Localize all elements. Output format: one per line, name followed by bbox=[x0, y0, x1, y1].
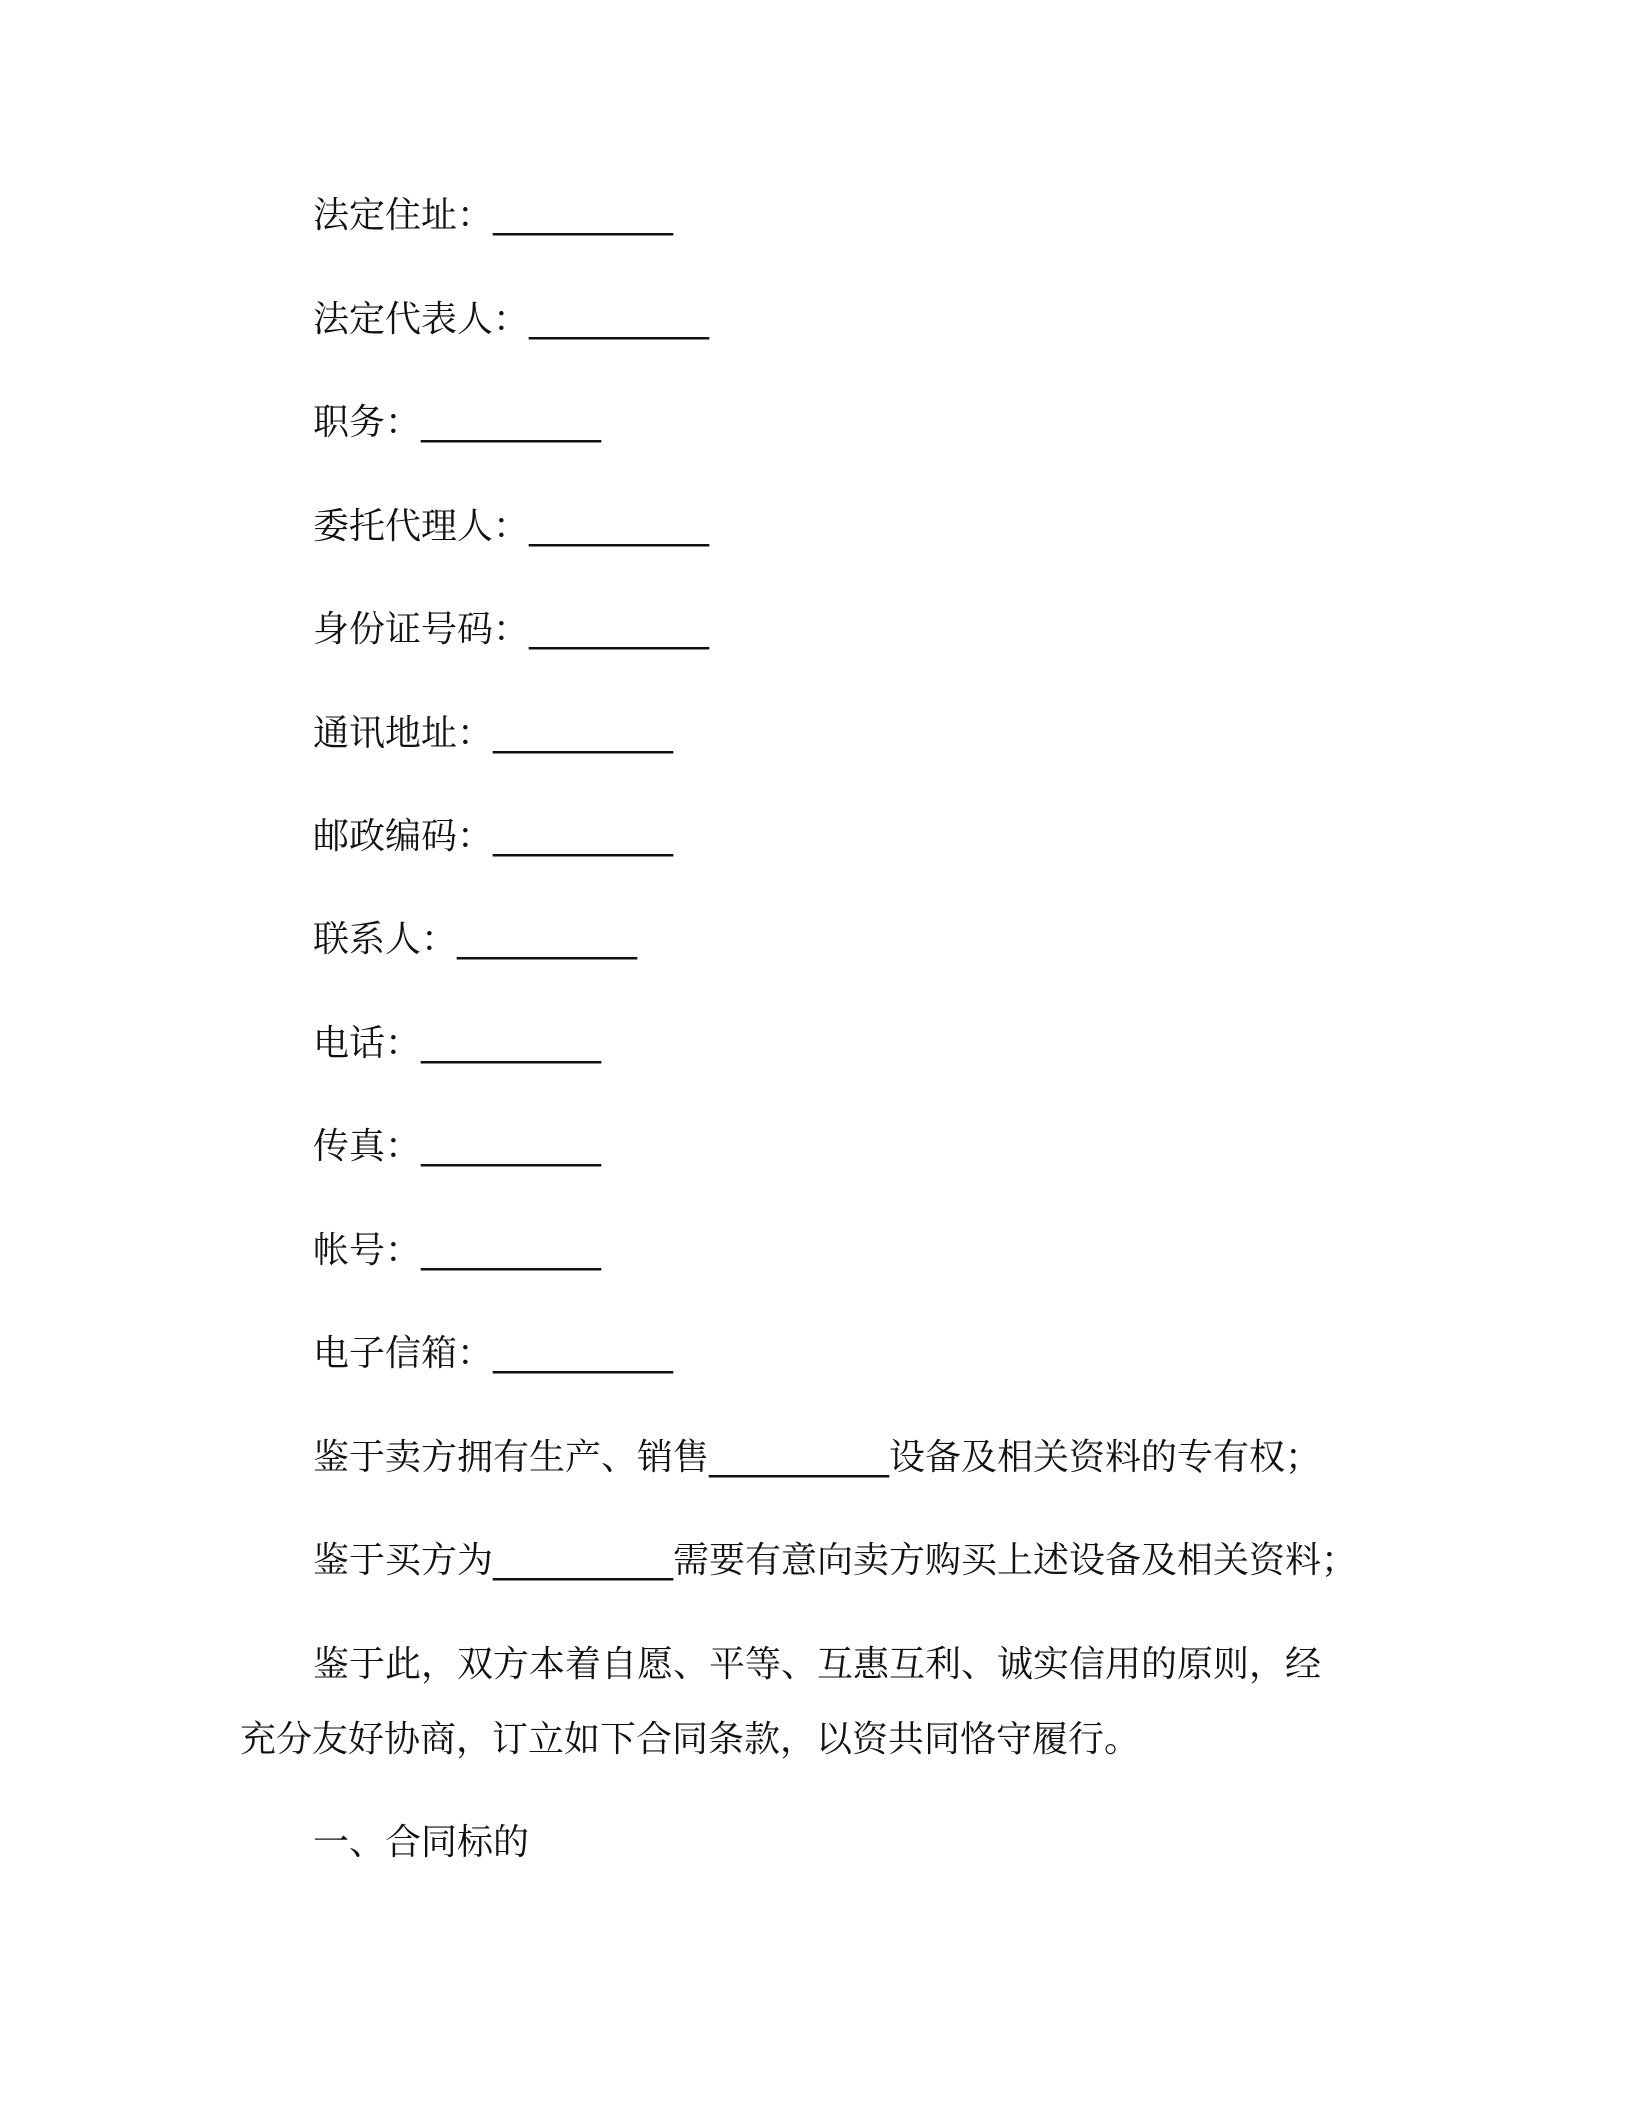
section-heading: 一、合同标的 bbox=[313, 1822, 530, 1863]
field-legal-address: 法定住址：__________ bbox=[313, 195, 674, 236]
paragraph-buyer-intent: 鉴于买方为__________需要有意向卖方购买上述设备及相关资料； bbox=[313, 1540, 1358, 1581]
field-postal-code: 邮政编码：__________ bbox=[313, 816, 674, 857]
field-fax: 传真：__________ bbox=[313, 1126, 602, 1167]
field-position: 职务：__________ bbox=[313, 402, 602, 443]
paragraph-seller-rights: 鉴于卖方拥有生产、销售__________设备及相关资料的专有权； bbox=[313, 1437, 1322, 1478]
field-email: 电子信箱：__________ bbox=[313, 1333, 674, 1374]
field-phone: 电话：__________ bbox=[313, 1023, 602, 1064]
field-account-number: 帐号：__________ bbox=[313, 1230, 602, 1271]
paragraph-principles-line1: 鉴于此，双方本着自愿、平等、互惠互利、诚实信用的原则，经 bbox=[313, 1644, 1322, 1685]
field-contact-person: 联系人：__________ bbox=[313, 919, 638, 960]
paragraph-principles-line2: 充分友好协商，订立如下合同条款，以资共同恪守履行。 bbox=[240, 1719, 1141, 1760]
field-authorized-agent: 委托代理人：__________ bbox=[313, 506, 710, 547]
field-id-number: 身份证号码：__________ bbox=[313, 609, 710, 650]
field-legal-representative: 法定代表人：__________ bbox=[313, 299, 710, 340]
field-mailing-address: 通讯地址：__________ bbox=[313, 713, 674, 754]
